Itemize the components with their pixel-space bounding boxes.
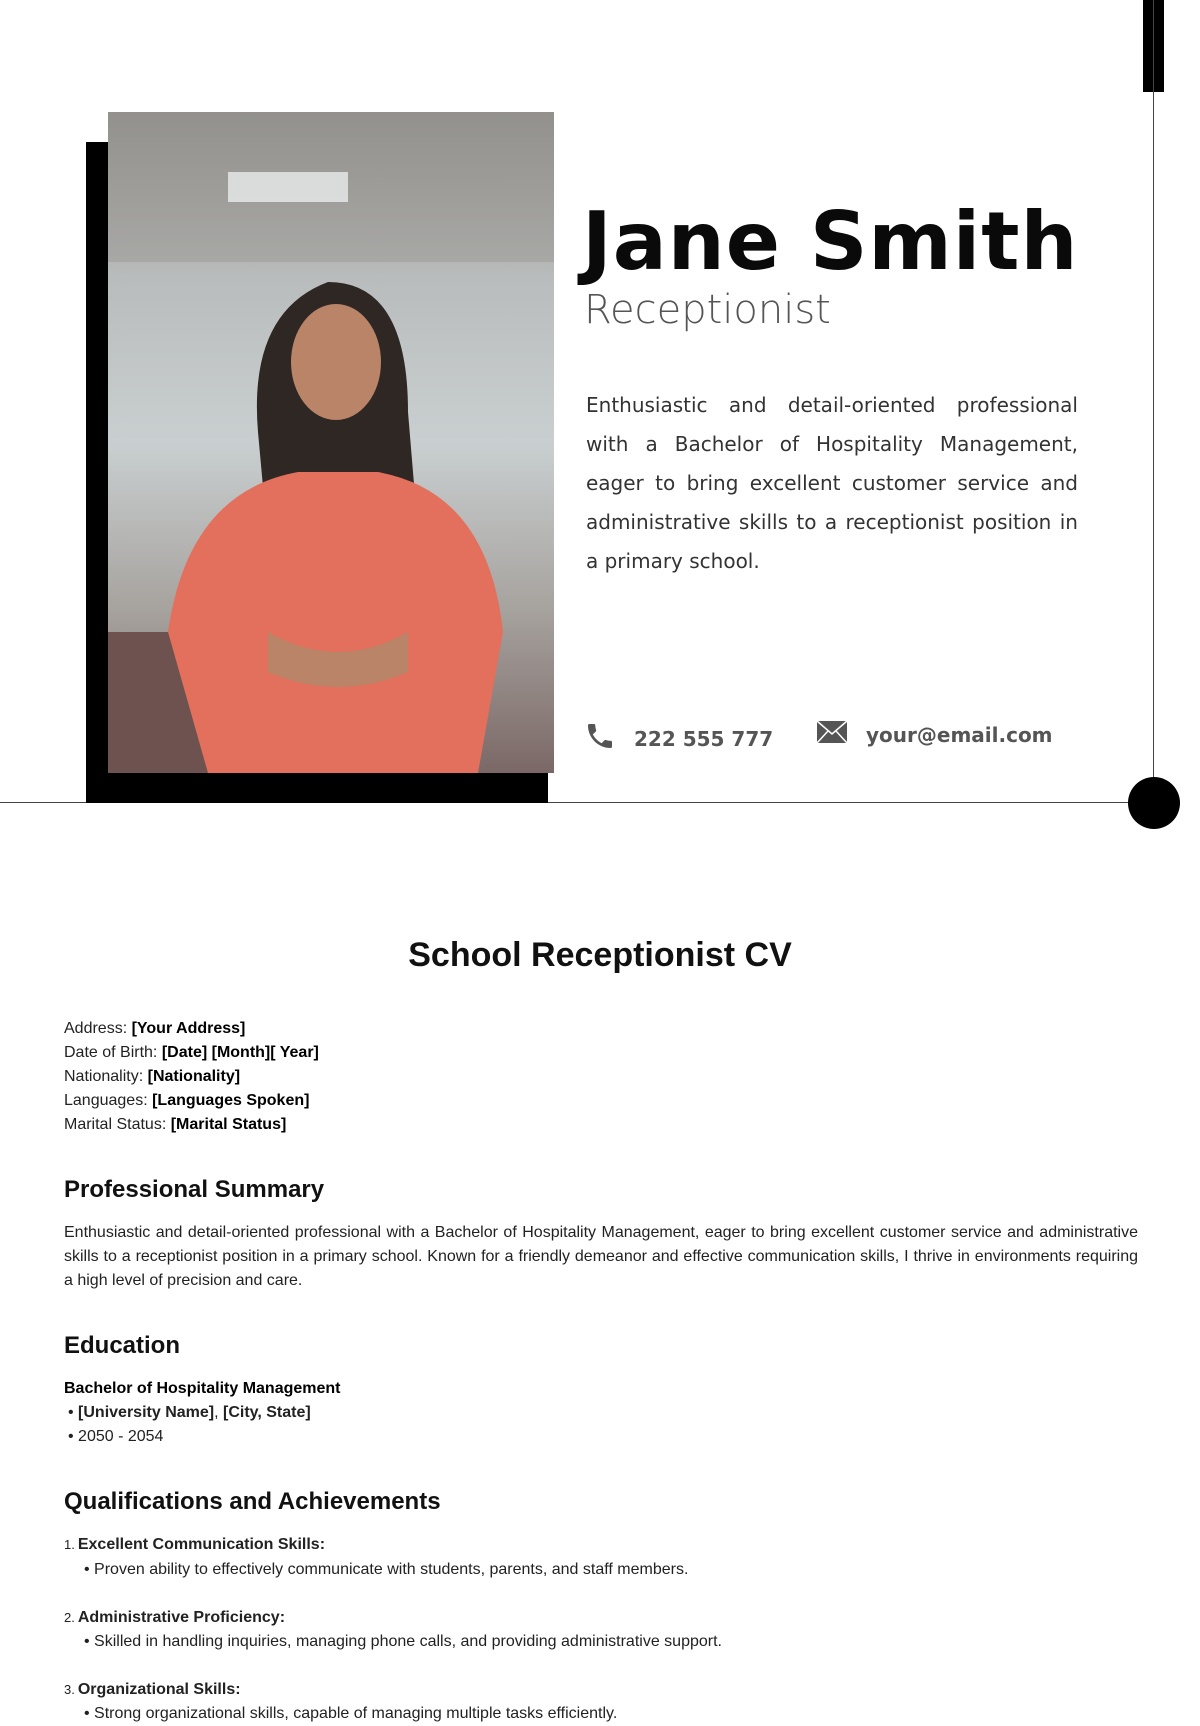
candidate-name: Jane Smith <box>582 195 1079 288</box>
phone-icon <box>584 720 616 757</box>
intro-summary: Enthusiastic and detail-oriented professional with a Bachelor of Hospitality Management, eager to bring excellent customer service and administrative skills to a receptionist position in a primary school. <box>586 393 1078 573</box>
phone-contact <box>584 720 773 757</box>
summary-heading: Professional Summary <box>64 1176 325 1203</box>
personal-info <box>64 1017 319 1137</box>
decorative-circle <box>1128 777 1180 829</box>
candidate-role: Receptionist <box>584 287 831 333</box>
qualifications-heading: Qualifications and Achievements <box>64 1488 441 1515</box>
envelope-icon <box>816 720 848 749</box>
info-marital-status: Marital Status: [Marital Status] <box>64 1116 287 1133</box>
info-nationality: Nationality: [Nationality] <box>64 1068 241 1085</box>
university-line: • [University Name], [City, State] <box>68 1404 311 1421</box>
info-languages: Languages: [Languages Spoken] <box>64 1092 310 1109</box>
info-dob: Date of Birth: [Date] [Month][ Year] <box>64 1044 319 1061</box>
info-address: Address: [Your Address] <box>64 1020 246 1037</box>
degree: Bachelor of Hospitality Management <box>64 1380 341 1397</box>
qualification-detail: • Proven ability to effectively communicate with students, parents, and staff members. <box>84 1561 689 1578</box>
education-years: • 2050 - 2054 <box>68 1428 164 1445</box>
qualification-detail: • Strong organizational skills, capable of managing multiple tasks efficiently. <box>84 1705 618 1722</box>
phone-number: 222 555 777 <box>634 726 774 751</box>
email-address: your@email.com <box>866 722 1053 747</box>
profile-photo <box>108 112 554 773</box>
summary-text: Enthusiastic and detail-oriented professional with a Bachelor of Hospitality Management, eager to bring excellent customer service and administrative skills to a receptionist position in a primary school. Known for a friendly demeanor and effective communication skills, I thrive in environments requiring a high level of precision and care. <box>64 1224 1138 1289</box>
qualification-item: $^{2.}$ Administrative Proficiency: <box>64 1609 286 1626</box>
email-contact <box>816 720 1053 749</box>
qualification-item: $^{1.}$ Excellent Communication Skills: <box>64 1536 326 1553</box>
document-title: School Receptionist CV <box>408 936 792 974</box>
education-heading: Education <box>64 1332 181 1359</box>
vertical-divider <box>1153 0 1154 803</box>
qualification-item: $^{3.}$ Organizational Skills: <box>64 1681 241 1698</box>
qualification-detail: • Skilled in handling inquiries, managing phone calls, and providing administrative support. <box>84 1633 722 1650</box>
